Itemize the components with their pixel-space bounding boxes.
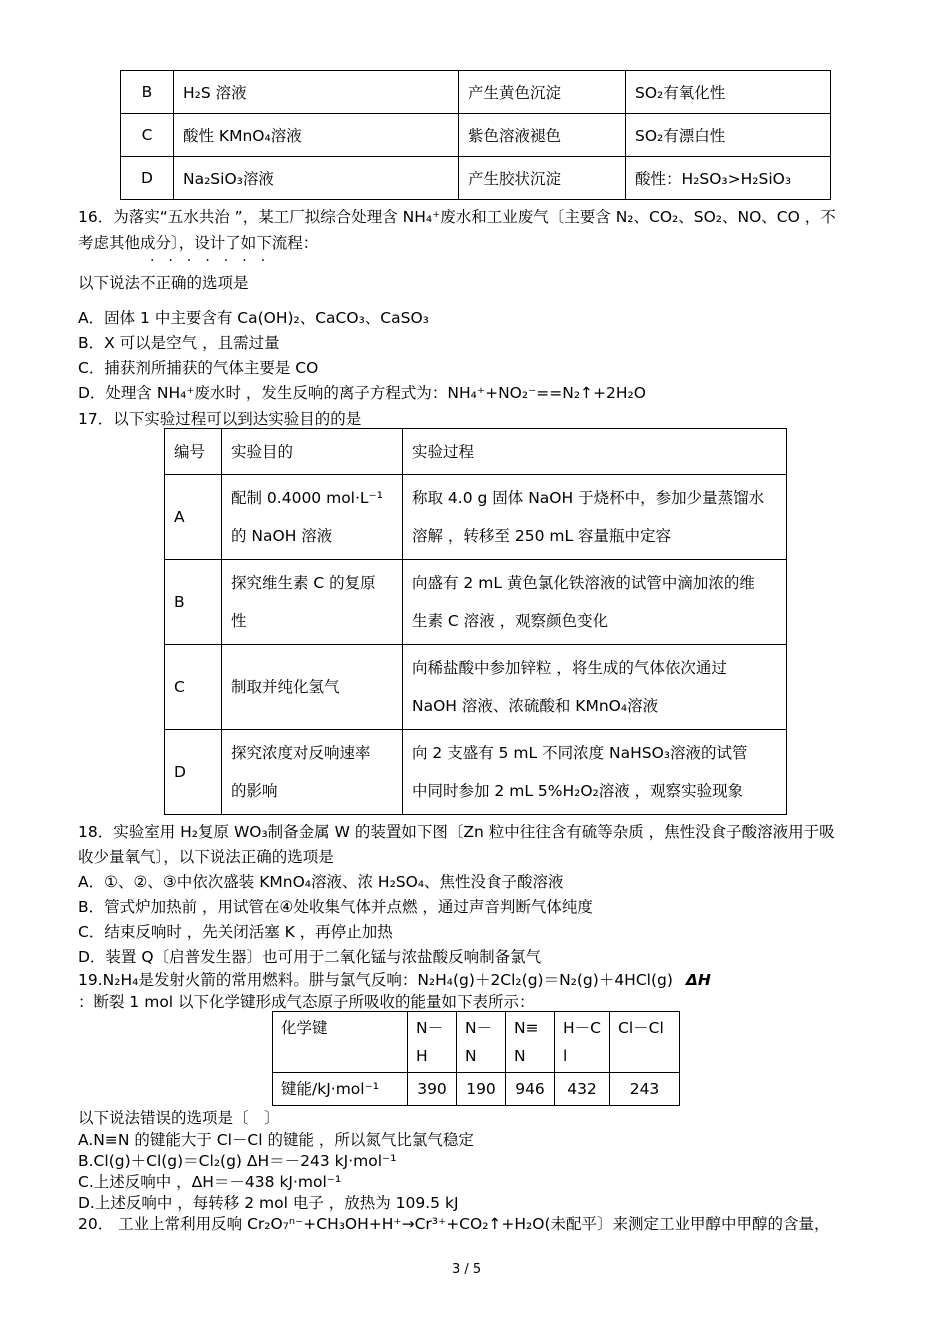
table-header-row [165, 429, 787, 475]
table-row [165, 475, 787, 560]
table-cell: SO₂有氧化性 [626, 71, 831, 114]
table-cell: 432 [555, 1073, 610, 1106]
emphasis-dots: ······· [150, 253, 280, 269]
table-cell: 190 [457, 1073, 506, 1106]
q17-title: 17．以下实验过程可以到达实验目的的是 [78, 410, 362, 428]
q19-option-b: B.Cl(g)＋Cl(g)＝Cl₂(g) ΔH＝－243 kJ·mol⁻¹ [78, 1152, 397, 1170]
table-cell: B [121, 71, 174, 114]
table-cell [403, 475, 787, 560]
cell-line: 探究浓度对反响速率 [231, 744, 371, 762]
q19-line2: ：断裂 1 mol 以下化学键形成气态原子所吸收的能量如下表所示： [78, 993, 535, 1011]
cell-line: 中同时参加 2 mL 5%H₂O₂溶液 ，观察实验现象 [412, 782, 744, 800]
table-cell [222, 475, 403, 560]
table-cell: 酸性 KMnO₄溶液 [174, 114, 459, 157]
table-row [165, 645, 787, 730]
cell-line: 称取 4.0 g 固体 NaOH 于烧杯中，参加少量蒸馏水 [412, 489, 765, 507]
table-header-cell: 实验目的 [222, 429, 403, 475]
table-header-row [273, 1012, 680, 1073]
table-cell: D [165, 730, 222, 815]
table-cell: Na₂SiO₃溶液 [174, 157, 459, 200]
page-number: 3 / 5 [452, 1262, 482, 1277]
q19-option-a: A.N≡N 的键能大于 Cl－Cl 的键能 ，所以氮气比氯气稳定 [78, 1131, 474, 1149]
table-cell: 紫色溶液褪色 [459, 114, 626, 157]
cell-line: 向 2 支盛有 5 mL 不同浓度 NaHSO₃溶液的试管 [412, 744, 748, 762]
table-cell: 390 [408, 1073, 457, 1106]
delta-h-symbol: ΔH [685, 971, 711, 989]
cell-line: 制取并纯化氢气 [231, 678, 340, 696]
table-cell: 产生黄色沉淀 [459, 71, 626, 114]
table-cell: C [165, 645, 222, 730]
table-header-cell: 实验过程 [403, 429, 787, 475]
table-cell [403, 645, 787, 730]
table-cell [222, 730, 403, 815]
table-q17 [164, 428, 787, 815]
cell-line: 生素 C 溶液 ，观察颜色变化 [412, 612, 609, 630]
table-top [120, 70, 831, 200]
q18-option-c: C．结束反响时 ，先关闭活塞 K ，再停止加热 [78, 923, 393, 941]
q16-option-a: A．固体 1 中主要含有 Ca(OH)₂、CaCO₃、CaSO₃ [78, 309, 429, 327]
q19-stem: 以下说法错误的选项是〔 〕 [78, 1109, 280, 1127]
q18-option-d: D．装置 Q〔启普发生器〕也可用于二氧化锰与浓盐酸反响制备氯气 [78, 948, 542, 966]
table-header-cell: N－H [408, 1012, 457, 1073]
table-cell: SO₂有漂白性 [626, 114, 831, 157]
cell-line: NaOH 溶液、浓硫酸和 KMnO₄溶液 [412, 697, 659, 715]
table-row [121, 71, 831, 114]
q19-option-c: C.上述反响中 ，ΔH＝－438 kJ·mol⁻¹ [78, 1173, 342, 1191]
table-cell [403, 560, 787, 645]
cell-line: 的 NaOH 溶液 [231, 527, 333, 545]
q16-line1: 16．为落实“五水共治 ”，某工厂拟综合处理含 NH₄⁺废水和工业废气〔主要含 N₂、CO₂、SO₂、NO、CO ，不 [78, 208, 836, 226]
table-cell: 酸性：H₂SO₃>H₂SiO₃ [626, 157, 831, 200]
q16-stem: 以下说法不正确的选项是 [78, 274, 249, 292]
table-header-cell: N≡N [506, 1012, 555, 1073]
table-row [121, 157, 831, 200]
table-cell: C [121, 114, 174, 157]
table-cell: 243 [610, 1073, 680, 1106]
table-row [165, 560, 787, 645]
cell-line: 向稀盐酸中参加锌粒 ，将生成的气体依次通过 [412, 659, 727, 677]
table-row [273, 1073, 680, 1106]
table-bond-energy [272, 1011, 680, 1106]
cell-line: 性 [231, 612, 247, 630]
table-header-cell: 编号 [165, 429, 222, 475]
cell-line: 溶解 ，转移至 250 mL 容量瓶中定容 [412, 527, 672, 545]
table-header-cell: H－Cl [555, 1012, 610, 1073]
table-cell: H₂S 溶液 [174, 71, 459, 114]
table-header-cell: 化学键 [273, 1012, 408, 1073]
cell-line: 向盛有 2 mL 黄色氯化铁溶液的试管中滴加浓的维 [412, 574, 755, 592]
table-row [121, 114, 831, 157]
table-cell: D [121, 157, 174, 200]
table-header-cell: Cl－Cl [610, 1012, 680, 1073]
table-cell [403, 730, 787, 815]
cell-line: 配制 0.4000 mol·L⁻¹ [231, 489, 383, 507]
q19-line1 [78, 968, 711, 990]
table-cell: 键能/kJ·mol⁻¹ [273, 1073, 408, 1106]
q16-option-c: C．捕获剂所捕获的气体主要是 CO [78, 359, 319, 377]
table-row [165, 730, 787, 815]
table-cell: A [165, 475, 222, 560]
table-cell: B [165, 560, 222, 645]
cell-line: 的影响 [231, 782, 278, 800]
q18-line1: 18．实验室用 H₂复原 WO₃制备金属 W 的装置如下图〔Zn 粒中往往含有硫等杂质 ，焦性没食子酸溶液用于吸 [78, 823, 835, 841]
q18-line2: 收少量氧气〕，以下说法正确的选项是 [78, 848, 334, 866]
table-cell: 产生胶状沉淀 [459, 157, 626, 200]
table-header-cell: N－N [457, 1012, 506, 1073]
q18-option-a: A．①、②、③中依次盛装 KMnO₄溶液、浓 H₂SO₄、焦性没食子酸溶液 [78, 873, 564, 891]
table-cell [222, 645, 403, 730]
table-cell [222, 560, 403, 645]
q18-option-b: B．管式炉加热前 ，用试管在④处收集气体并点燃 ，通过声音判断气体纯度 [78, 898, 593, 916]
table-cell: 946 [506, 1073, 555, 1106]
cell-line: 探究维生素 C 的复原 [231, 574, 376, 592]
q16-line2: 考虑其他成分〕，设计了如下流程： [78, 234, 319, 252]
q16-option-b: B．X 可以是空气 ，且需过量 [78, 334, 280, 352]
q16-option-d: D．处理含 NH₄⁺废水时 ，发生反响的离子方程式为：NH₄⁺+NO₂⁻==N₂↑+2H₂O [78, 384, 646, 402]
q19-option-d: D.上述反响中 ，每转移 2 mol 电子 ，放热为 109.5 kJ [78, 1194, 459, 1212]
q20-line1: 20． 工业上常利用反响 Cr₂O₇ⁿ⁻+CH₃OH+H⁺→Cr³⁺+CO₂↑+H₂O(未配平〕来测定工业甲醇中甲醇的含量， [78, 1215, 830, 1233]
q19-equation: 19.N₂H₄是发射火箭的常用燃料。肼与氯气反响：N₂H₄(g)＋2Cl₂(g)＝N₂(g)＋4HCl(g) [78, 971, 673, 989]
